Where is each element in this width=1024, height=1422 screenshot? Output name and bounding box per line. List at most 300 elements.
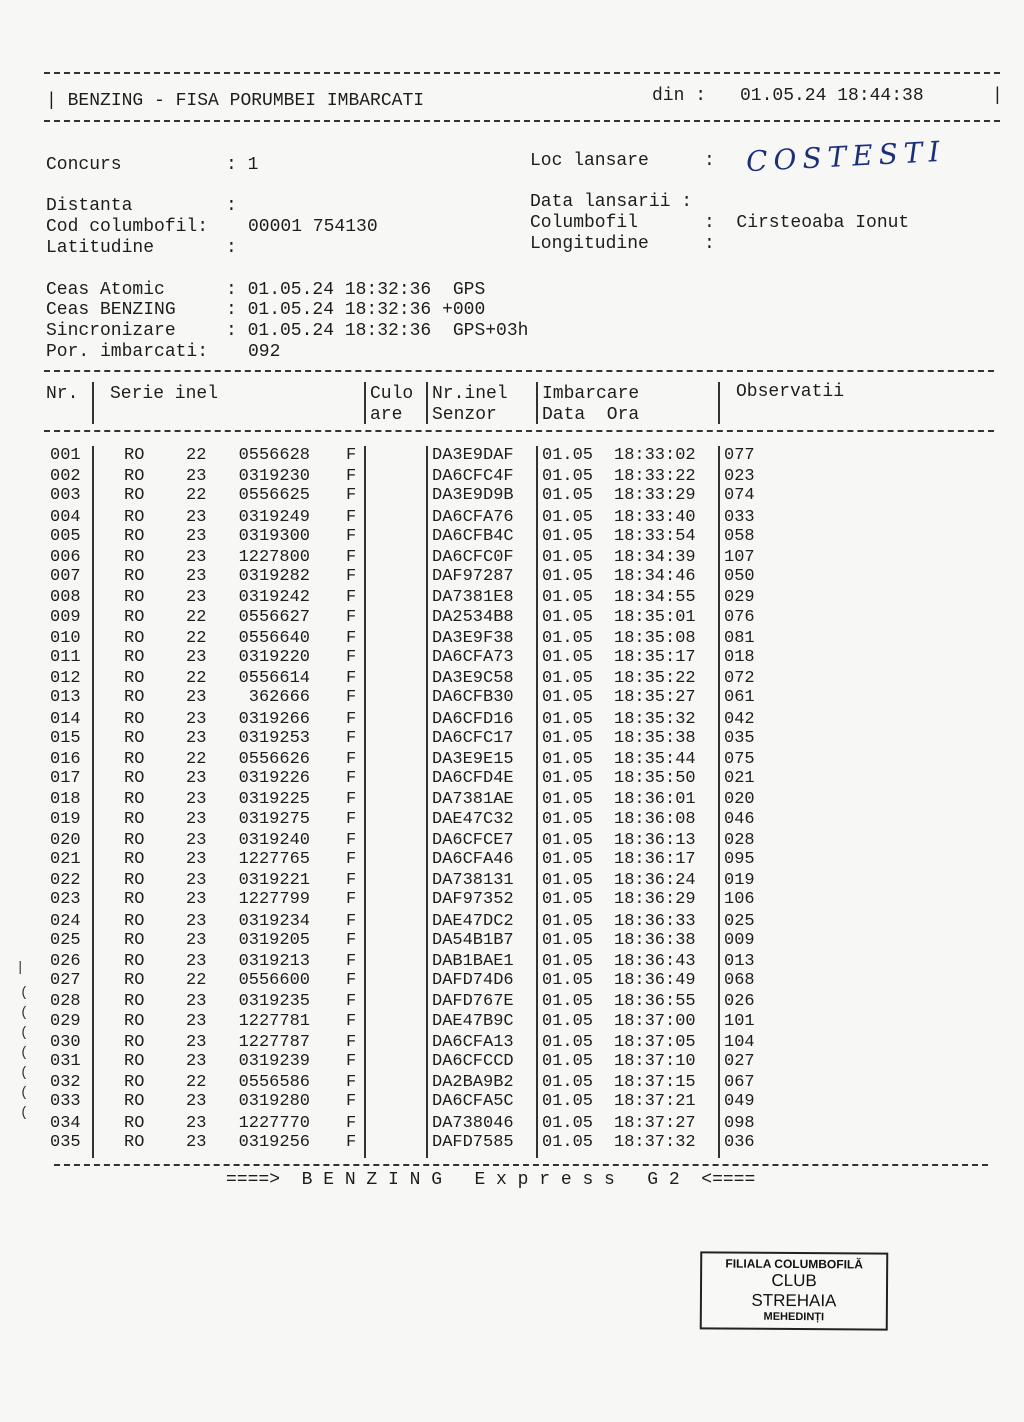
row-time: 18:36:13: [614, 831, 696, 850]
row-country: RO: [124, 1012, 145, 1031]
row-year: 22: [186, 446, 207, 465]
row-year: 23: [186, 850, 207, 869]
row-ring-number: 0319275: [238, 810, 310, 829]
row-country: RO: [124, 1133, 145, 1152]
row-nr: 017: [50, 769, 81, 788]
row-sensor: DA6CFA13: [432, 1033, 514, 1052]
row-date: 01.05: [542, 486, 594, 505]
scan-mark: (: [20, 1085, 29, 1101]
row-ring-number: 0319226: [238, 769, 310, 788]
row-nr: 030: [50, 1033, 81, 1052]
row-time: 18:33:54: [614, 527, 696, 546]
row-country: RO: [124, 912, 145, 931]
row-date: 01.05: [542, 688, 594, 707]
row-observation: 046: [724, 810, 755, 829]
row-ring-number: 0556625: [238, 486, 310, 505]
row-nr: 028: [50, 992, 81, 1011]
row-ring-number: 1227770: [238, 1114, 310, 1133]
row-sex: F: [346, 890, 357, 909]
row-nr: 005: [50, 527, 81, 546]
row-time: 18:36:01: [614, 790, 696, 809]
row-observation: 104: [724, 1033, 755, 1052]
distanta-label: Distanta: [46, 196, 133, 216]
row-nr: 004: [50, 508, 81, 527]
row-ring-number: 0319205: [238, 931, 310, 950]
row-observation: 081: [724, 629, 755, 648]
row-sensor: DA2BA9B2: [432, 1073, 514, 1092]
row-observation: 023: [724, 467, 755, 486]
row-ring-number: 0319266: [238, 710, 310, 729]
row-observation: 013: [724, 952, 755, 971]
row-sex: F: [346, 831, 357, 850]
row-nr: 021: [50, 850, 81, 869]
row-year: 22: [186, 669, 207, 688]
row-country: RO: [124, 1033, 145, 1052]
row-sex: F: [346, 527, 357, 546]
row-nr: 035: [50, 1133, 81, 1152]
row-observation: 042: [724, 710, 755, 729]
row-year: 23: [186, 831, 207, 850]
row-year: 23: [186, 710, 207, 729]
row-date: 01.05: [542, 1052, 594, 1071]
ceas-benzing-value: : 01.05.24 18:32:36 +000: [226, 300, 486, 320]
row-sex: F: [346, 648, 357, 667]
row-nr: 015: [50, 729, 81, 748]
row-sex: F: [346, 1114, 357, 1133]
row-observation: 095: [724, 850, 755, 869]
row-nr: 020: [50, 831, 81, 850]
row-sex: F: [346, 467, 357, 486]
row-nr: 034: [50, 1114, 81, 1133]
row-nr: 022: [50, 871, 81, 890]
scan-mark: (: [20, 1005, 29, 1021]
row-nr: 003: [50, 486, 81, 505]
row-sex: F: [346, 710, 357, 729]
row-year: 23: [186, 567, 207, 586]
row-ring-number: 1227800: [238, 548, 310, 567]
row-sensor: DA6CFB30: [432, 688, 514, 707]
columbofil-value: : Cirsteoaba Ionut: [704, 213, 910, 233]
row-year: 22: [186, 1073, 207, 1092]
row-date: 01.05: [542, 790, 594, 809]
row-sensor: DA6CFCCD: [432, 1052, 514, 1071]
latitudine-value: :: [226, 238, 237, 258]
col-nrinel-2: Senzor: [432, 405, 497, 425]
scan-mark: (: [20, 1105, 29, 1121]
row-ring-number: 0319239: [238, 1052, 310, 1071]
row-date: 01.05: [542, 871, 594, 890]
row-ring-number: 1227765: [238, 850, 310, 869]
row-date: 01.05: [542, 952, 594, 971]
col-sep: [426, 446, 428, 1158]
row-time: 18:36:24: [614, 871, 696, 890]
row-observation: 077: [724, 446, 755, 465]
row-nr: 013: [50, 688, 81, 707]
row-sex: F: [346, 912, 357, 931]
divider: [44, 120, 1000, 122]
col-sep: [536, 382, 538, 424]
row-observation: 068: [724, 971, 755, 990]
row-country: RO: [124, 446, 145, 465]
row-nr: 011: [50, 648, 81, 667]
columbofil-label: Columbofil: [530, 213, 639, 233]
col-culoare-2: are: [370, 405, 403, 425]
row-year: 23: [186, 1133, 207, 1152]
row-ring-number: 0319235: [238, 992, 310, 1011]
date-label: din :: [652, 86, 707, 106]
row-nr: 006: [50, 548, 81, 567]
club-stamp: [700, 1251, 889, 1330]
row-observation: 036: [724, 1133, 755, 1152]
row-date: 01.05: [542, 648, 594, 667]
col-sep: [426, 382, 428, 424]
row-sensor: DA6CFA76: [432, 508, 514, 527]
row-sensor: DA3E9C58: [432, 669, 514, 688]
row-year: 23: [186, 1033, 207, 1052]
row-nr: 007: [50, 567, 81, 586]
row-ring-number: 0319234: [238, 912, 310, 931]
row-year: 22: [186, 608, 207, 627]
cod-value: 00001 754130: [248, 217, 378, 237]
loc-lansare-sep: :: [704, 151, 715, 171]
row-sensor: DAE47DC2: [432, 912, 514, 931]
row-ring-number: 0319225: [238, 790, 310, 809]
sincronizare-value: : 01.05.24 18:32:36 GPS+03h: [226, 321, 529, 341]
row-observation: 072: [724, 669, 755, 688]
row-observation: 035: [724, 729, 755, 748]
scan-mark: (: [20, 1065, 29, 1081]
row-nr: 012: [50, 669, 81, 688]
row-observation: 067: [724, 1073, 755, 1092]
concurs-value: : 1: [226, 155, 259, 175]
row-ring-number: 0319240: [238, 831, 310, 850]
row-sensor: DA6CFC4F: [432, 467, 514, 486]
row-nr: 025: [50, 931, 81, 950]
row-time: 18:35:27: [614, 688, 696, 707]
row-time: 18:37:10: [614, 1052, 696, 1071]
divider: [44, 72, 1000, 74]
row-date: 01.05: [542, 1073, 594, 1092]
row-ring-number: 0319220: [238, 648, 310, 667]
row-sensor: DA6CFD16: [432, 710, 514, 729]
row-observation: 019: [724, 871, 755, 890]
row-date: 01.05: [542, 567, 594, 586]
row-ring-number: 1227787: [238, 1033, 310, 1052]
row-sex: F: [346, 567, 357, 586]
row-ring-number: 0319280: [238, 1092, 310, 1111]
col-imbarcare-2: Data Ora: [542, 405, 640, 425]
row-time: 18:33:22: [614, 467, 696, 486]
row-ring-number: 0319213: [238, 952, 310, 971]
por-imbarcati-value: 092: [248, 342, 281, 362]
row-date: 01.05: [542, 710, 594, 729]
row-nr: 001: [50, 446, 81, 465]
row-country: RO: [124, 890, 145, 909]
data-lansarii-label: Data lansarii :: [530, 192, 693, 212]
row-country: RO: [124, 710, 145, 729]
stamp-line-4: MEHEDINȚI: [763, 1310, 825, 1324]
row-year: 23: [186, 992, 207, 1011]
row-country: RO: [124, 508, 145, 527]
row-ring-number: 0556640: [238, 629, 310, 648]
row-ring-number: 0319249: [238, 508, 310, 527]
row-country: RO: [124, 608, 145, 627]
row-ring-number: 1227799: [238, 890, 310, 909]
row-year: 23: [186, 931, 207, 950]
row-nr: 033: [50, 1092, 81, 1111]
row-sensor: DAFD74D6: [432, 971, 514, 990]
row-sex: F: [346, 446, 357, 465]
row-time: 18:36:17: [614, 850, 696, 869]
row-ring-number: 0319230: [238, 467, 310, 486]
row-sensor: DA6CFC17: [432, 729, 514, 748]
row-sex: F: [346, 931, 357, 950]
row-year: 23: [186, 527, 207, 546]
row-date: 01.05: [542, 992, 594, 1011]
row-sex: F: [346, 992, 357, 1011]
row-sensor: DAFD767E: [432, 992, 514, 1011]
row-ring-number: 1227781: [238, 1012, 310, 1031]
row-date: 01.05: [542, 1092, 594, 1111]
row-country: RO: [124, 467, 145, 486]
row-year: 23: [186, 1012, 207, 1031]
row-sex: F: [346, 688, 357, 707]
row-date: 01.05: [542, 1133, 594, 1152]
row-nr: 008: [50, 588, 81, 607]
row-time: 18:35:50: [614, 769, 696, 788]
row-observation: 101: [724, 1012, 755, 1031]
row-year: 23: [186, 1114, 207, 1133]
row-sensor: DAB1BAE1: [432, 952, 514, 971]
row-sex: F: [346, 608, 357, 627]
row-country: RO: [124, 486, 145, 505]
row-observation: 107: [724, 548, 755, 567]
row-country: RO: [124, 790, 145, 809]
row-ring-number: 0556600: [238, 971, 310, 990]
row-nr: 026: [50, 952, 81, 971]
row-sex: F: [346, 769, 357, 788]
por-imbarcati-label: Por. imbarcati:: [46, 342, 209, 362]
distanta-value: :: [226, 196, 237, 216]
row-sex: F: [346, 871, 357, 890]
row-sensor: DA6CFA5C: [432, 1092, 514, 1111]
col-sep: [92, 382, 94, 424]
row-sensor: DA3E9E15: [432, 750, 514, 769]
row-sensor: DA7381E8: [432, 588, 514, 607]
row-ring-number: 362666: [248, 688, 310, 707]
report-date: 01.05.24 18:44:38: [740, 86, 924, 106]
row-country: RO: [124, 669, 145, 688]
col-sep: [364, 382, 366, 424]
row-ring-number: 0556586: [238, 1073, 310, 1092]
scan-mark: |: [16, 960, 25, 976]
row-time: 18:35:08: [614, 629, 696, 648]
cod-label: Cod columbofil:: [46, 217, 209, 237]
col-imbarcare-1: Imbarcare: [542, 384, 640, 404]
row-ring-number: 0319253: [238, 729, 310, 748]
row-observation: 050: [724, 567, 755, 586]
longitudine-label: Longitudine: [530, 234, 649, 254]
row-sensor: DA3E9DAF: [432, 446, 514, 465]
row-year: 23: [186, 1092, 207, 1111]
row-sex: F: [346, 588, 357, 607]
concurs-label: Concurs: [46, 155, 122, 175]
row-country: RO: [124, 850, 145, 869]
row-time: 18:34:46: [614, 567, 696, 586]
row-observation: 020: [724, 790, 755, 809]
row-time: 18:37:15: [614, 1073, 696, 1092]
row-ring-number: 0556627: [238, 608, 310, 627]
loc-lansare-label: Loc lansare: [530, 151, 649, 171]
row-ring-number: 0319282: [238, 567, 310, 586]
row-country: RO: [124, 548, 145, 567]
row-time: 18:36:43: [614, 952, 696, 971]
row-country: RO: [124, 729, 145, 748]
row-country: RO: [124, 769, 145, 788]
row-country: RO: [124, 1092, 145, 1111]
row-date: 01.05: [542, 588, 594, 607]
row-date: 01.05: [542, 890, 594, 909]
row-year: 23: [186, 790, 207, 809]
ceas-atomic-label: Ceas Atomic: [46, 280, 165, 300]
row-observation: 058: [724, 527, 755, 546]
row-country: RO: [124, 567, 145, 586]
col-sep: [364, 446, 366, 1158]
col-culoare-1: Culo: [370, 384, 414, 404]
row-sex: F: [346, 952, 357, 971]
longitudine-value: :: [704, 234, 715, 254]
row-time: 18:33:40: [614, 508, 696, 527]
row-sex: F: [346, 548, 357, 567]
scan-mark: (: [20, 1025, 29, 1041]
row-observation: 033: [724, 508, 755, 527]
row-country: RO: [124, 931, 145, 950]
row-time: 18:37:05: [614, 1033, 696, 1052]
row-ring-number: 0556614: [238, 669, 310, 688]
row-year: 22: [186, 629, 207, 648]
row-year: 22: [186, 750, 207, 769]
row-date: 01.05: [542, 527, 594, 546]
row-sensor: DA54B1B7: [432, 931, 514, 950]
row-sex: F: [346, 486, 357, 505]
row-date: 01.05: [542, 750, 594, 769]
ceas-atomic-value: : 01.05.24 18:32:36 GPS: [226, 280, 486, 300]
row-sensor: DAF97352: [432, 890, 514, 909]
handwritten-location: COSTESTI: [745, 134, 947, 179]
row-country: RO: [124, 688, 145, 707]
row-year: 23: [186, 688, 207, 707]
row-time: 18:35:32: [614, 710, 696, 729]
scan-mark: (: [20, 1045, 29, 1061]
row-date: 01.05: [542, 912, 594, 931]
row-observation: 021: [724, 769, 755, 788]
row-date: 01.05: [542, 608, 594, 627]
row-observation: 074: [724, 486, 755, 505]
row-sex: F: [346, 750, 357, 769]
row-sensor: DAE47C32: [432, 810, 514, 829]
row-country: RO: [124, 971, 145, 990]
row-year: 23: [186, 1052, 207, 1071]
row-sensor: DA6CFA46: [432, 850, 514, 869]
row-time: 18:35:01: [614, 608, 696, 627]
row-year: 23: [186, 467, 207, 486]
row-date: 01.05: [542, 446, 594, 465]
row-observation: 098: [724, 1114, 755, 1133]
row-year: 23: [186, 890, 207, 909]
row-sex: F: [346, 729, 357, 748]
row-time: 18:37:27: [614, 1114, 696, 1133]
row-date: 01.05: [542, 669, 594, 688]
row-sex: F: [346, 508, 357, 527]
row-year: 22: [186, 971, 207, 990]
row-sensor: DA6CFD4E: [432, 769, 514, 788]
row-ring-number: 0319242: [238, 588, 310, 607]
row-year: 23: [186, 769, 207, 788]
row-country: RO: [124, 588, 145, 607]
row-year: 23: [186, 810, 207, 829]
row-sex: F: [346, 971, 357, 990]
row-sensor: DA6CFA73: [432, 648, 514, 667]
row-time: 18:35:38: [614, 729, 696, 748]
divider: [54, 1164, 988, 1166]
row-year: 23: [186, 871, 207, 890]
col-sep: [718, 446, 720, 1158]
row-observation: 061: [724, 688, 755, 707]
row-time: 18:36:38: [614, 931, 696, 950]
row-nr: 031: [50, 1052, 81, 1071]
col-sep: [536, 446, 538, 1158]
row-sex: F: [346, 1073, 357, 1092]
row-nr: 002: [50, 467, 81, 486]
row-sex: F: [346, 1012, 357, 1031]
header-bar: | BENZING - FISA PORUMBEI IMBARCATI: [46, 91, 425, 111]
row-country: RO: [124, 648, 145, 667]
row-observation: 076: [724, 608, 755, 627]
row-country: RO: [124, 992, 145, 1011]
row-time: 18:37:21: [614, 1092, 696, 1111]
row-sensor: DAFD7585: [432, 1133, 514, 1152]
row-time: 18:36:08: [614, 810, 696, 829]
row-time: 18:33:02: [614, 446, 696, 465]
row-time: 18:35:22: [614, 669, 696, 688]
row-sex: F: [346, 790, 357, 809]
stamp-line-2: CLUB: [771, 1270, 817, 1291]
row-date: 01.05: [542, 1012, 594, 1031]
row-observation: 028: [724, 831, 755, 850]
row-date: 01.05: [542, 548, 594, 567]
row-date: 01.05: [542, 850, 594, 869]
row-country: RO: [124, 831, 145, 850]
document-title: BENZING - FISA PORUMBEI IMBARCATI: [67, 91, 425, 111]
row-nr: 014: [50, 710, 81, 729]
row-year: 23: [186, 548, 207, 567]
stamp-line-1: FILIALA COLUMBOFILĂ: [725, 1256, 864, 1272]
row-date: 01.05: [542, 831, 594, 850]
row-time: 18:34:55: [614, 588, 696, 607]
row-sensor: DA2534B8: [432, 608, 514, 627]
row-time: 18:35:17: [614, 648, 696, 667]
row-observation: 049: [724, 1092, 755, 1111]
row-year: 23: [186, 912, 207, 931]
row-date: 01.05: [542, 769, 594, 788]
row-country: RO: [124, 1114, 145, 1133]
row-country: RO: [124, 527, 145, 546]
row-nr: 024: [50, 912, 81, 931]
row-time: 18:34:39: [614, 548, 696, 567]
row-time: 18:37:00: [614, 1012, 696, 1031]
row-sex: F: [346, 669, 357, 688]
row-date: 01.05: [542, 810, 594, 829]
